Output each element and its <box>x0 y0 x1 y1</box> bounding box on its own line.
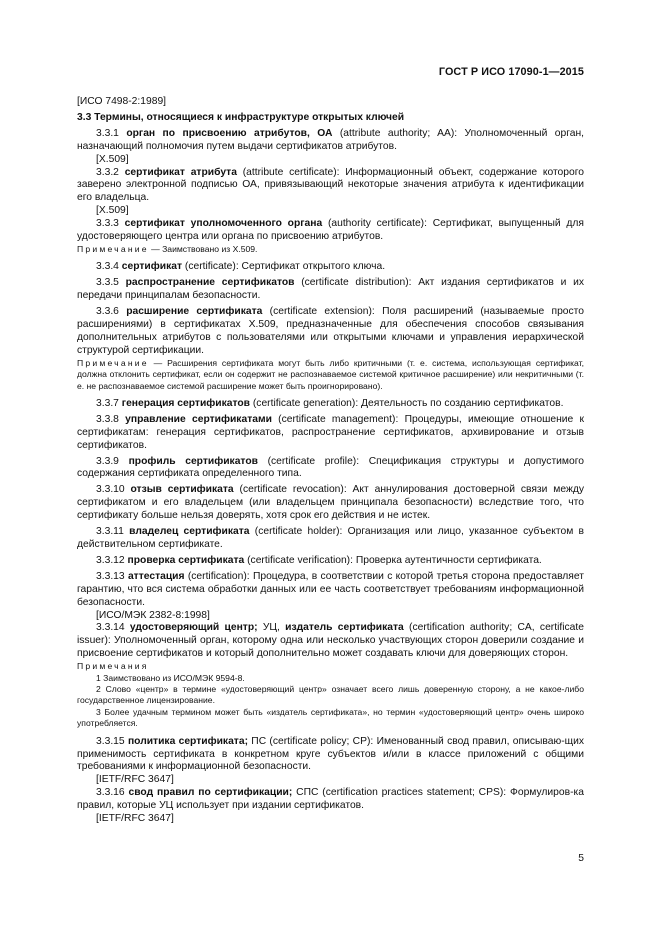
term-name: проверка сертификата <box>127 554 245 566</box>
reference: [IETF/RFC 3647] <box>96 774 174 786</box>
term-name: расширение сертификата <box>126 306 263 318</box>
term-number: 3.3.12 <box>96 554 125 566</box>
notes-label <box>77 661 584 672</box>
note-text: — Заимствовано из X.509. <box>148 243 258 254</box>
term-definition: (certificate): Сертификат открытого ключа. <box>182 261 386 273</box>
term-synonym: издатель сертификата <box>285 622 404 634</box>
note-item: 3 Более удачным термином может быть «издатель сертификата», но термин «удостоверяющий центр» очень широко употребляется. <box>77 706 584 729</box>
term-number: 3.3.6 <box>96 306 119 318</box>
term-name: генерация сертификатов <box>121 397 251 409</box>
term-3-3-8 <box>77 414 584 453</box>
term-definition: (certification): Процедура, в соответствии с которой третья сторона предоставляет гарантию, что вся система обработки данных или ее часть соответствует требованиям информационной безопасности. <box>77 570 584 608</box>
term-definition: (certification practices statement; CPS): Формулиров-ка правил, которые УЦ использует при издании сертификатов. <box>77 787 584 812</box>
term-abbr: СПС <box>292 787 319 799</box>
reference: [X.509] <box>96 205 129 217</box>
term-3-3-3 <box>77 218 584 244</box>
standard-header: ГОСТ Р ИСО 17090-1—2015 <box>438 66 584 78</box>
term-name: управление сертификатами <box>125 413 272 425</box>
term-number: 3.3.4 <box>96 261 119 273</box>
term-3-3-11 <box>77 526 584 552</box>
term-number: 3.3.11 <box>96 526 124 538</box>
term-3-3-6 <box>77 306 584 358</box>
term-name: аттестация <box>127 570 185 582</box>
reference: [X.509] <box>96 153 129 165</box>
term-definition: ПС (certificate policy; CP): Именованный свод правил, описываю-щих применимость сертификата в конкретном круге субъектов и/или в классе приложений с общими требованиями к информационной безопасности. <box>77 735 585 773</box>
term-number: 3.3.9 <box>96 455 119 467</box>
page-number: 5 <box>578 853 584 864</box>
term-name: свод правил по сертификации; <box>128 787 293 799</box>
note-label: Примечания <box>77 661 149 672</box>
term-number: 3.3.10 <box>96 484 125 496</box>
note-item: 2 Слово «центр» в термине «удостоверяющий центр» означает всего лишь доверенную сторону, а не какое-либо государственное лицензирование. <box>77 683 584 706</box>
term-definition: (authority certificate): Сертификат, выпущенный для удостоверяющего центра или органа по присвоению атрибутов. <box>77 218 584 243</box>
term-number: 3.3.13 <box>96 570 125 582</box>
term-name: сертификат <box>121 261 183 273</box>
term-definition: (certification authority; CA, certificate issuer): Уполномоченный орган, которому одна или несколько участвующих сторон доверили создание и присвоение сертификатов и который дополнительно может создавать ключи для доверяющих сторон. <box>77 622 584 660</box>
term-3-3-12 <box>77 555 584 568</box>
term-3-3-10 <box>77 484 584 523</box>
term-definition: (attribute certificate): Информационный объект, содержание которого заверено электронной подписью ОА, привязывающий некоторые значения атрибута к идентификации его владельца. <box>77 166 584 204</box>
note-3-3-3 <box>77 244 584 255</box>
term-definition: (certificate holder): Организация или лицо, указанное субъектом в действительном сертификате. <box>77 526 584 550</box>
term-3-3-15 <box>77 736 584 775</box>
term-number: 3.3.16 <box>96 787 125 799</box>
term-number: 3.3.8 <box>96 413 119 425</box>
term-name: распространение сертификатов <box>125 277 295 289</box>
term-definition: (certificate revocation): Акт аннулирования достоверной связи между сертификатом и его владельцем (или владельцем принципала безопасности) вследствие того, что сертификату больше нельзя доверять, хотя срок его действия и не истек. <box>77 484 584 522</box>
term-definition: (certificate profile): Спецификация структуры и допустимого содержания сертификата определенного типа. <box>77 455 584 480</box>
term-3-3-5 <box>77 277 584 303</box>
note-item: 1 Заимствовано из ИСО/МЭК 9594-8. <box>96 672 245 683</box>
note-label: Примечание <box>77 243 149 254</box>
term-3-3-14 <box>77 622 584 661</box>
term-name: орган по присвоению атрибутов, ОА <box>126 127 333 139</box>
document-body <box>77 96 584 826</box>
term-definition: (certificate management): Процедуры, имеющие отношение к сертификатам: генерация сертификатов, распространение сертификатов, архивирование и отзыв сертификатов. <box>77 413 585 451</box>
term-number: 3.3.14 <box>96 622 125 634</box>
term-3-3-9 <box>77 456 584 482</box>
term-abbr: УЦ, <box>257 622 286 634</box>
term-name: владелец сертификата <box>129 526 250 538</box>
section-title: 3.3 Термины, относящиеся к инфраструктуре открытых ключей <box>77 111 405 123</box>
term-definition: (certificate distribution): Акт издания сертификатов и их передачи принципалам безопасности. <box>77 277 584 302</box>
term-number: 3.3.5 <box>96 277 119 289</box>
term-name: профиль сертификатов <box>128 455 258 467</box>
reference: [IETF/RFC 3647] <box>96 813 174 825</box>
term-definition: (certificate extension): Поля расширений (называемые просто расширениями) в сертификатах X.509, предназначенные для обеспечения способов связывания дополнительных атрибутов с пользователями или открытыми ключами и управления иерархической структурой сертификации. <box>77 306 584 356</box>
term-3-3-7 <box>77 398 584 411</box>
term-3-3-1 <box>77 128 584 154</box>
term-3-3-4 <box>77 261 584 274</box>
term-number: 3.3.15 <box>96 735 125 747</box>
term-3-3-13 <box>77 571 584 610</box>
reference: [ИСО/МЭК 2382-8:1998] <box>96 609 210 621</box>
term-3-3-2 <box>77 167 584 206</box>
term-number: 3.3.3 <box>96 218 119 230</box>
note-label: Примечание <box>77 357 149 368</box>
term-name: сертификат уполномоченного органа <box>124 218 323 230</box>
term-name: сертификат атрибута <box>124 166 237 178</box>
term-definition: (certificate verification): Проверка аутентичности сертификата. <box>244 554 542 566</box>
term-name: удостоверяющий центр; <box>129 622 258 634</box>
term-3-3-16 <box>77 787 584 813</box>
note-3-3-6 <box>77 358 584 392</box>
term-name: отзыв сертификата <box>130 484 234 496</box>
term-number: 3.3.1 <box>96 127 119 139</box>
reference: [ИСО 7498-2:1989] <box>77 96 167 107</box>
term-definition: (attribute authority; AA): Уполномоченный орган, назначающий полномочия путем выдачи сертификатов атрибутов. <box>77 127 584 152</box>
term-name: политика сертификата; <box>127 735 249 747</box>
note-text: — Расширения сертификата могут быть либо критичными (т. е. система, использующая сертификат, должна отклонить сертификат, если он содержит не распознаваемое системой критичное расширение) или некритичными (т. е. не распознаваемое системой расширение может быть проигнорировано). <box>77 357 584 391</box>
term-definition: (certificate generation): Деятельность по созданию сертификатов. <box>250 397 564 409</box>
term-number: 3.3.7 <box>96 397 119 409</box>
term-number: 3.3.2 <box>96 166 119 178</box>
